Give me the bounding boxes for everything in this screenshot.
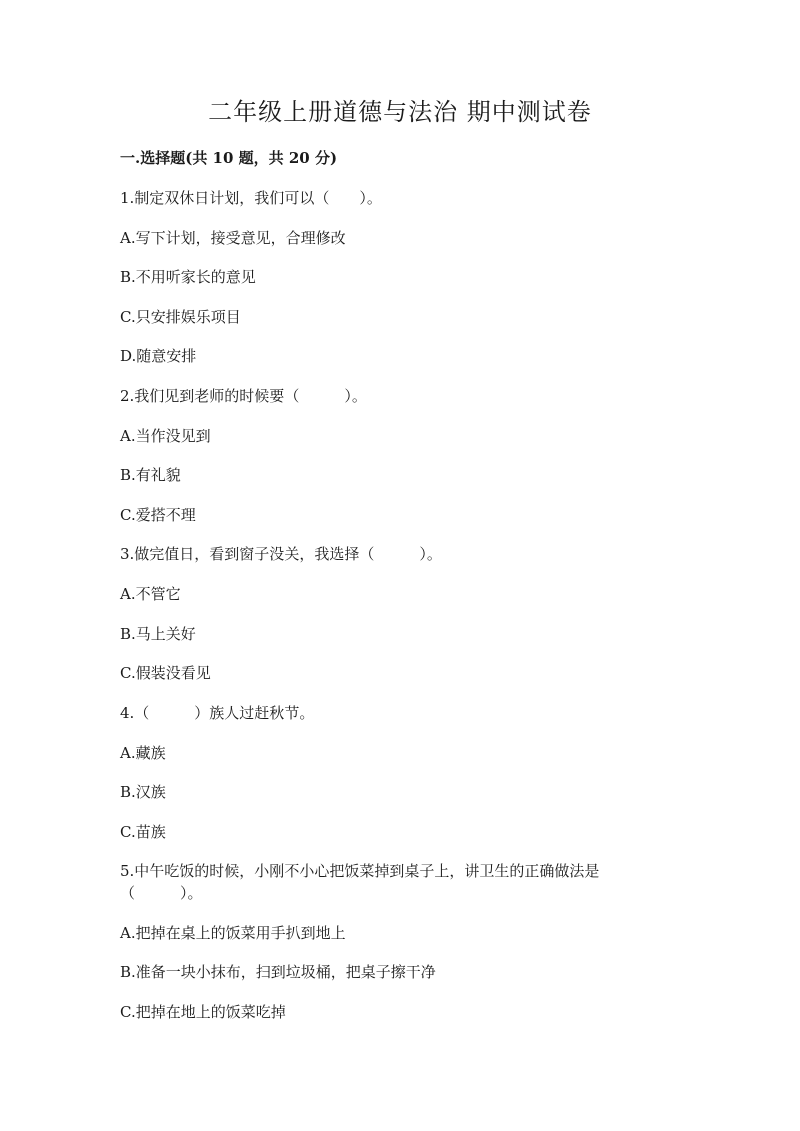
question-5-stem: 5.中午吃饭的时候，小刚不小心把饭菜掉到桌子上，讲卫生的正确做法是 [120,862,600,880]
question-4-option-b: B.汉族 [120,783,166,801]
question-5-option-c: C.把掉在地上的饭菜吃掉 [120,1003,286,1021]
question-4-stem: 4.（ ）族人过赶秋节。 [120,704,315,722]
section-heading: 一.选择题(共 10 题，共 20 分) [120,149,338,167]
question-1-option-c: C.只安排娱乐项目 [120,308,241,326]
question-1-stem: 1.制定双休日计划，我们可以（ ）。 [120,189,382,207]
question-2-option-b: B.有礼貌 [120,466,181,484]
question-3-option-c: C.假装没看见 [120,664,211,682]
question-3-stem: 3.做完值日，看到窗子没关，我选择（ ）。 [120,545,442,563]
question-4-option-c: C.苗族 [120,823,166,841]
question-4-option-a: A.藏族 [120,744,166,762]
question-2-option-c: C.爱搭不理 [120,506,196,524]
question-2-option-a: A.当作没见到 [120,427,211,445]
question-1-option-a: A.写下计划，接受意见，合理修改 [120,229,346,247]
question-5-option-a: A.把掉在桌上的饭菜用手扒到地上 [120,924,346,942]
page-title: 二年级上册道德与法治 期中测试卷 [208,98,592,126]
question-2-stem: 2.我们见到老师的时候要（ ）。 [120,387,367,405]
question-3-option-b: B.马上关好 [120,625,196,643]
question-5-stem-continued: （ ）。 [120,884,203,902]
question-1-option-d: D.随意安排 [120,347,197,365]
question-3-option-a: A.不管它 [120,585,181,603]
question-5-option-b: B.准备一块小抹布，扫到垃圾桶，把桌子擦干净 [120,963,436,981]
question-1-option-b: B.不用听家长的意见 [120,268,256,286]
